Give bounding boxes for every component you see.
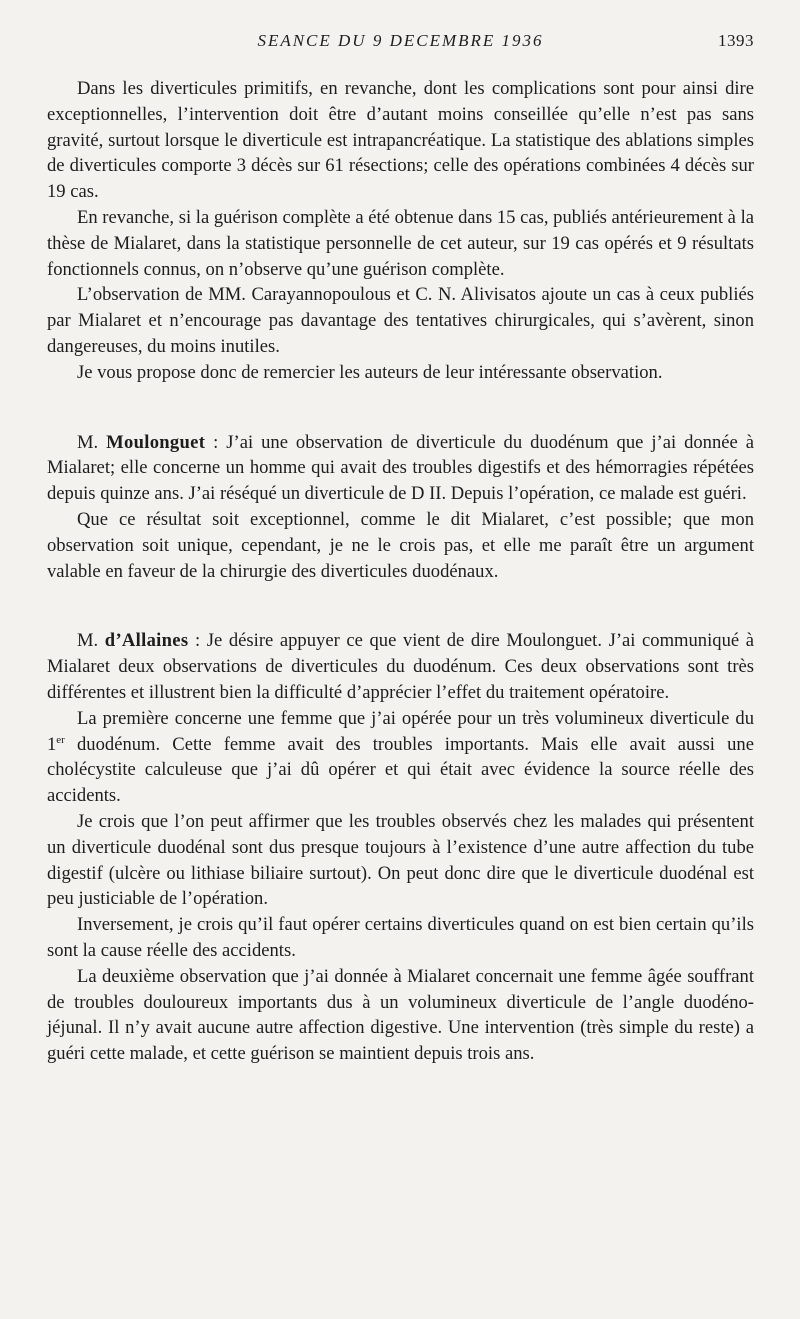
ordinal-superscript: er [56, 733, 65, 746]
paragraph-4: Je vous propose donc de remercier les auteurs de leur intéressante observation. [77, 361, 663, 383]
paragraph-1: Dans les diverticules primitifs, en revanche, dont les complications sont pour ainsi dire exceptionnelles, l’intervention doit être d’autant moins conseillée qu’elle n’est pas sans gravité, surtout lorsque le diverticule est intrapancréatique. La statistique des ablations simples de diverticules comporte 3 décès sur 61 résections; celle des opérations combinées 4 décès sur 19 cas. [47, 78, 754, 203]
moulonguet-intervention [47, 430, 754, 507]
page-number: 1393 [718, 31, 754, 50]
paragraph-9: Je crois que l’on peut affirmer que les troubles observés chez les malades qui présentent un diverticule duodénal sont dus presque toujours à l’existence d’une autre affection du tube digestif (ulcère ou lithiase biliaire surtout). On peut donc dire que le diverticule duodénal est peu justiciable de l’opération. [47, 810, 754, 910]
paragraph-8-before: La première concerne une femme que j’ai opérée pour un très volumineux diverticule du 1 [47, 707, 754, 755]
running-header [47, 31, 754, 55]
running-title: SEANCE DU 9 DECEMBRE 1936 [257, 31, 544, 50]
body-text [47, 76, 754, 1067]
paragraph-2: En revanche, si la guérison complète a été obtenue dans 15 cas, publiés antérieurement à la thèse de Mialaret, dans la statistique personnelle de cet auteur, sur 19 cas opérés et 9 résultats fonctionnels connus, on n’observe qu’une guérison complète. [47, 206, 754, 280]
speaker-separator: : [188, 630, 207, 652]
speaker-name-dallaines: d’Allaines [104, 630, 189, 652]
speaker-separator: : [205, 431, 227, 453]
speaker-name-moulonguet: Moulonguet [106, 431, 206, 453]
moulonguet-text: J’ai une observation de diverticule du duodénum que j’ai donnée à Mialaret; elle concerne un homme qui avait des troubles digestifs et des hémorragies répétées depuis quinze ans. J’ai réséqué un diverticule de D II. Depuis l’opération, ce malade est guéri. [47, 431, 754, 505]
paragraph-6: Que ce résultat soit exceptionnel, comme le dit Mialaret, c’est possible; que mon observation soit unique, cependant, je ne le crois pas, et elle me paraît être un argument valable en faveur de la chirurgie des diverticules duodénaux. [47, 508, 754, 582]
paragraph-3: L’observation de MM. Carayannopoulous et C. N. Alivisatos ajoute un cas à ceux publiés par Mialaret et n’encourage pas davantage des tentatives chirurgicales, qui s’avèrent, sinon dangereuses, du moins inutiles. [47, 284, 754, 357]
paragraph-10: Inversement, je crois qu’il faut opérer certains diverticules quand on est bien certain qu’ils sont la cause réelle des accidents. [47, 914, 754, 961]
speaker-prefix: M. [77, 630, 105, 652]
dallaines-text: Je désire appuyer ce que vient de dire Moulonguet. J’ai communiqué à Mialaret deux observations de diverticules du duodénum. Ces deux observations sont très différentes et illustrent bien la difficulté d’apprécier l’effet du traitement opératoire. [47, 630, 754, 703]
paragraph-8 [47, 706, 754, 809]
speaker-prefix: M. [77, 431, 107, 453]
paragraph-8-after: duodénum. Cette femme avait des troubles importants. Mais elle avait aussi une cholécystite calculeuse que j’ai dû opérer et qui était avec évidence la source réelle des accidents. [47, 733, 754, 807]
dallaines-intervention [47, 628, 754, 705]
section-gap [47, 386, 754, 430]
paragraph-11: La deuxième observation que j’ai donnée à Mialaret concernait une femme âgée souffrant de troubles douloureux importants dus à un volumineux diverticule de l’angle duodéno-jéjunal. Il n’y avait aucune autre affection digestive. Une intervention (très simple du reste) a guéri cette malade, et cette guérison se maintient depuis trois ans. [47, 965, 754, 1065]
section-gap [47, 584, 754, 628]
